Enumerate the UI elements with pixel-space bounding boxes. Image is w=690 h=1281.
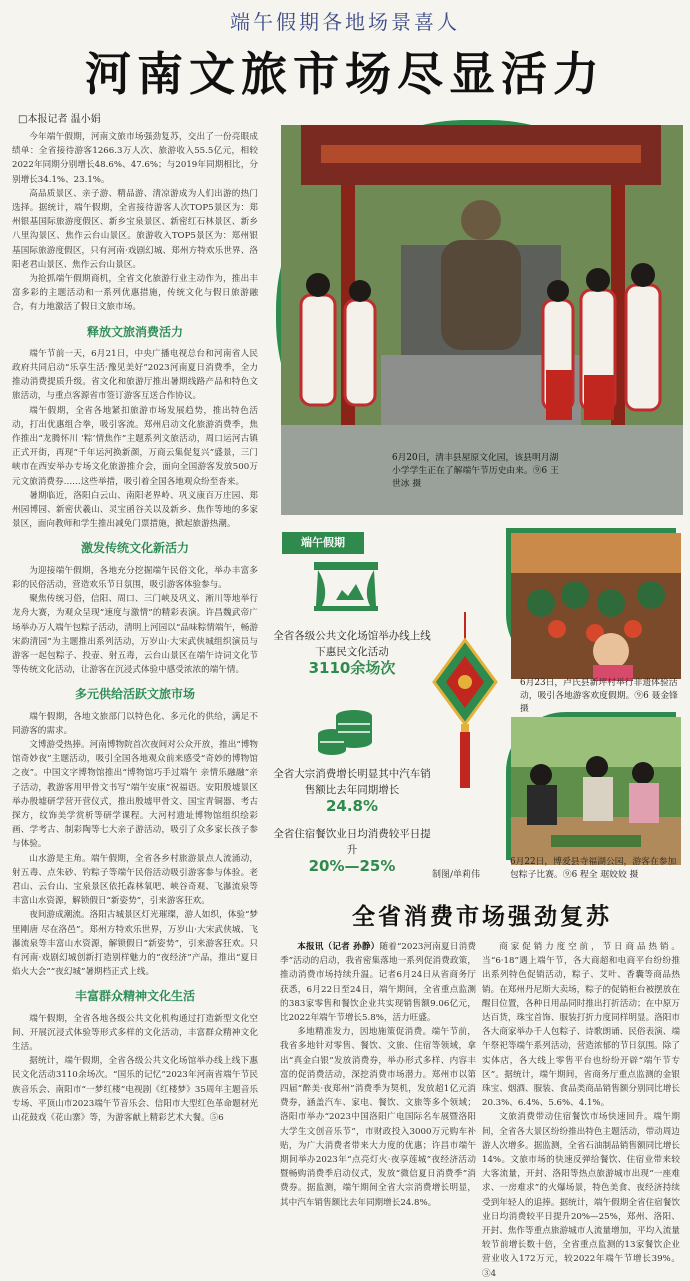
stat-text: 全省住宿餐饮业日均消费较平日提升 (273, 828, 431, 856)
paragraph: 商家促销力度空前，节日商品热销。当“6·18”遇上端午节，各大商超和电商平台纷纷推出系列特色促销活动，粽子、艾叶、香囊等商品热销。在郑州丹尼斯大卖场，粽子的促销柜台被摆放在醒目位置，各种日用品同时推出打折活动；在中原万达百货，珠宝首饰、服装打折力度同样明显。洛阳市各大商家举办千人包粽子、诗歌朗诵、民俗表演、端午祭祀等端午系列活动，营造浓郁的节日氛围。除了实体店，各大线上零售平台也纷纷开辟“端午节专区”。据统计，端午期间，省商务厅重点监测的金银珠宝、烟酒、服装、食品类商品销售额分别同比增长20.3%、6.4%、5.6%、4.1%。 (482, 942, 680, 1109)
zongzi-sachet-icon (430, 612, 500, 792)
paragraph: 多地精准发力，因地施策促消费。端午节前，我省多地针对零售、餐饮、文旅、住宿等领域，拿出“真金白银”发放消费券，举办形式多样、内容丰富的促消费活动，深挖消费市场潜力。郑州市以第四届“醉美·夜郑州”消费季为契机，发放超1亿元消费券，涵盖汽车、家电、餐饮、文旅等多个领域；洛阳市举办“2023中国洛阳广电国际名车展暨洛阳大学生文创音乐节”，市财政投入3000万元购车补贴，为广大消费者带来大力度的优惠；许昌市端午期间举办2023年“点亮灯火·夜享莲城”夜经济活动暨畅购消费季启动仪式，发放“微信夏日消费季”消费券。据监测，端午期间全省大宗消费增长明显，其中汽车销售额比去年同期增长24.8%。 (280, 1027, 476, 1208)
article2-headline: 全省消费市场强劲复苏 (352, 904, 612, 930)
stat-text: 全省大宗消费增长明显其中汽车销售额比去年同期增长 (273, 768, 431, 796)
headline: 河南文旅市场尽显活力 (85, 47, 605, 101)
paragraph: 端午节前一天，6月21日，中央广播电视总台和河南省人民政府共同启动“乐享生活·豫见美好”2023河南夏日消费季，全力推动消费提质升级。省文化和旅游厅推出暑期线路产品和特色文旅活动，与重点客源省市签订游客互送合作协议。 (12, 348, 258, 402)
paragraph: 夜间游成潮流。洛阳古城景区灯光璀璨，游人如织，体验“梦里剛唐 尽在洛邑”。郑州方特欢乐世界，万岁山·大宋武侠城、飞瀑流泉等丰富山水资源，解锁假日“新姿势”，引来游客狂欢。只有河南·戏剧幻城创新打造别样魅力的“夜经济”产品，推出“夏日焰火大会”“夜幻城”暑期档正式上线。 (12, 910, 258, 978)
paragraph: 暑期临近，洛阳白云山、南阳老界岭、巩义康百万庄园、郑州园博园、新密伏羲山、灵宝函谷关以及新乡、焦作等地的多家景区，面向教师和学生推出减免门票措施，掀起旅游热潮。 (12, 490, 258, 530)
article2-column-left (280, 940, 476, 1258)
paragraph: 文博游受热捧。河南博物院首次夜间对公众开放，推出“博物馆奇妙夜”主题活动，吸引全国各地观众前来感受“奇妙的博物馆之夜”。中国文字博物馆推出“博物馆巧手过端午 亲情乐融融”亲子活动，教游客用甲骨文书写“端午安康”祝福语。安阳殷墟景区举办殷墟研学营开营仪式，推出殷墟甲骨文、国宝青铜器、考古探方，纹饰美学赏析等研学课程。大河村遗址博物馆组织绘彩画、学考古、制彩陶等七大亲子游活动，吸引了众多家长孩子参与体验。 (12, 739, 258, 850)
stat-value: 24.8% (325, 797, 379, 815)
stat-consumption (272, 766, 432, 814)
paragraph: 山水游是主角。端午假期，全省各乡村旅游景点人流涌动，射五毒、点朱砂、钓粽子等端午民俗活动吸引游客参与体验。老君山、云台山、宝泉景区依托森林氧吧、峡谷奇观、飞瀑流泉等丰富山水资源，解锁假日“新姿势”，引来游客狂欢。 (12, 853, 258, 907)
paragraph: 高品质景区、亲子游、精品游、清凉游成为人们出游的热门选择。据统计，端午假期，全省接待游客人次TOP5景区为：郑州银基国际旅游度假区、新乡宝泉景区、新密红石林景区、新乡八里沟景区、焦作云台山景区。旅游收入TOP5景区为：郑州银基国际旅游度假区，只有河南·戏剧幻城、郑州方特欢乐世界、洛阳老君山景区、焦作云台山景区。 (12, 188, 258, 270)
lead-text: 随着“2023河南夏日消费季”活动的启动，我省密集落地一系列促消费政策，推动消费市场持续升温。记者6月24日从省商务厅获悉，6月22日至24日，端午期间，全省重点监测的383家零售和餐饮企业共实现销售额9.06亿元，比2022年端午节增长5.8%，活力旺盛。 (280, 942, 477, 1024)
article2-column-right (482, 940, 680, 1279)
paragraph: 端午假期，全省各地各级公共文化机构通过打造新型文化空间、开展沉浸式体验等形式多样的文化活动，丰富群众精神文化生活。 (12, 1013, 258, 1052)
main-photo-caption: 6月20日，清丰县屋原文化园，该县明月湖小学学生正在了解端午节历史由来。⑨6 王世冰 摄 (392, 453, 559, 489)
photo-zongzi-contest (506, 712, 676, 860)
kicker: 端午假期各地场景喜人 (230, 10, 460, 34)
subheading: 释放文旅消费活力 (86, 324, 183, 339)
coins-icon (316, 706, 376, 756)
paragraph: 文旅消费带动住宿餐饮市场快速回升。端午期间，全省各大景区纷纷推出特色主题活动，带动周边游人次增多。据监测，全省石油制品销售额同比增长14%。文旅市场的快速反弹给餐饮、住宿业带来较大客流量，开封、洛阳等热点旅游城市出现“一座难求、一房难求”的火爆场景，特色美食、夜经济持续受到年轻人的追捧。据统计，端午假期全省住宿餐饮业日均消费较平日提升20%—25%，郑州、洛阳、开封、焦作等重点旅游城市人流量增加，平均入流量较节前增长数十倍，全省重点监测的13家餐饮企业营业收入172万元，较2022年端午节增长39%。③4 (482, 1112, 680, 1279)
stage-icon (312, 560, 380, 612)
park-zongzi-illustration (511, 717, 681, 865)
stat-text: 全省各级公共文化场馆举办线上线下惠民文化活动 (273, 630, 431, 658)
photo-nonheritage (506, 528, 676, 674)
paragraph: 据统计，端午假期，全省各级公共文化场馆举办线上线下惠民文化活动3110余场次。“国乐的记忆”2023年河南省端午节民族音乐会、南阳市“一梦红楼”电视剧《红楼梦》35周年主题音乐专场、平顶山市2023端午节音乐会、信阳市大型红色革命题材光山花鼓戏《花山寨》等，为游客献上精彩艺术大餐。⑤6 (12, 1056, 258, 1123)
stat-value: 3110余场次 (308, 659, 396, 677)
paragraph (280, 940, 476, 1025)
photo-nonheritage-caption: 6月23日，卢氏县新坪村举行非遗体验活动，吸引各地游客欢度假期。⑨6 聂金锋 摄 (520, 678, 678, 714)
lead-bold: 本报讯（记者 孙静） (297, 942, 380, 952)
graphic-credit: 制图/单莉伟 (432, 870, 481, 880)
byline: □本报记者 温小娟 (18, 114, 101, 125)
paragraph: 聚焦传统习俗，信阳、周口、三门峡及巩义、淅川等地举行龙舟大赛，为观众呈现“速度与激情”的精彩表演。许昌魏武帝广场举办万人端午包粽子活动，清明上河园以“品味粽情端午，畅游宋韵清园”为主题推出系列活动，万岁山·大宋武侠城组织演员与游客一起包粽子、投壶、射五毒，云台山景区在端午诗词文化节等传统文化活动，让游客在沉浸式体验中感受浓浓的端午情。 (12, 594, 258, 676)
subheading: 丰富群众精神文化生活 (74, 989, 195, 1004)
subheading: 激发传统文化新活力 (80, 541, 189, 556)
main-article-column (12, 130, 258, 1250)
stat-lodging-dining (272, 826, 432, 874)
paragraph: 端午假期，全省各地紧扣旅游市场发展趋势，推出特色活动，打出优惠组合拳，吸引客流。郑州启动文化旅游消费季，焦作推出“龙腾怀川 ‘粽’情焦作”主题系列文旅活动，周口运河古镇正式开街，再现“千年运河换新颜，万商云集促复兴”盛景，三门峡市在西安举办专场文化旅游推介会，面向全国游客发放500万元文旅消费券……这些举措，吸引着全国各地观众纷至沓来。 (12, 405, 258, 487)
photo-zongzi-contest-caption: 6月22日，博爱县寺福湖公园，游客在参加包粽子比赛。⑨6 程全 琚姣姣 摄 (510, 857, 677, 880)
infobox-banner: 端午假期 (282, 532, 364, 554)
stat-cultural-events (272, 628, 432, 676)
paragraph: 端午假期，各地文旅部门以特色化、多元化的供给，满足不同游客的需求。 (12, 711, 258, 736)
paragraph: 今年端午假期，河南文旅市场强劲复苏，交出了一份亮眼成绩单：全省接待游客1266.3万人次、旅游收入55.5亿元，相较2022年同期分别增长48.6%、47.6%；与2019年同期相比，分别增长34.1%、23.1%。 (12, 132, 258, 185)
stat-value: 20%—25% (308, 857, 396, 875)
paragraph: 为抢抓端午假期商机，全省文化旅游行业主动作为，推出丰富多彩的主题活动和一系列优惠措施，传统文化与假日旅游融合，有力地激活了假日文旅市场。 (12, 274, 258, 313)
paragraph: 为迎接端午假期，各地充分挖掘端午民俗文化，举办丰富多彩的民俗活动，营造欢乐节日氛围，吸引游客体验参与。 (12, 565, 258, 590)
subheading: 多元供给活跃文旅市场 (74, 687, 195, 702)
village-crafts-illustration (511, 533, 681, 679)
